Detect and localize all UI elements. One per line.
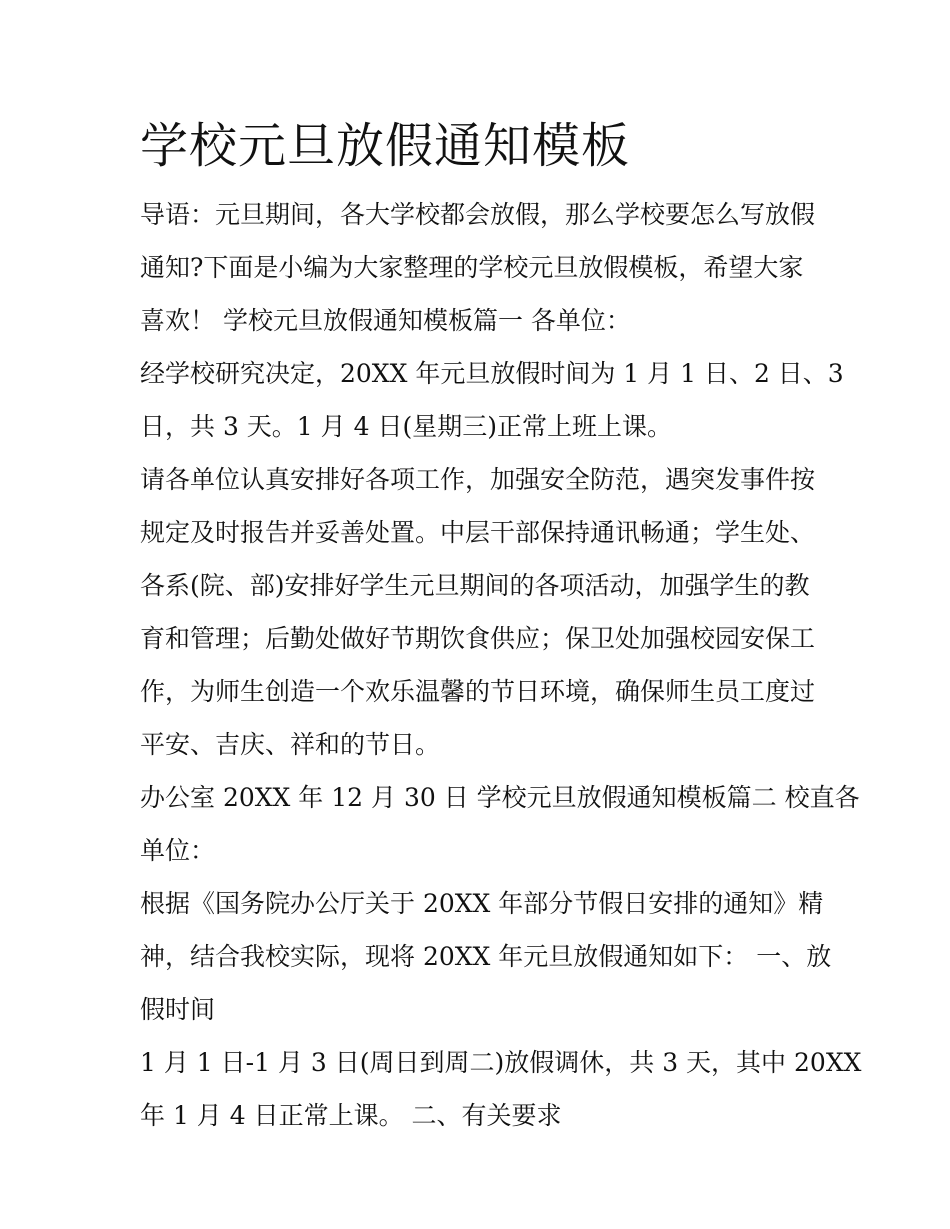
paragraph-basis <box>140 877 832 1036</box>
text-line: 1 月 1 日-1 月 3 日(周日到周二)放假调休，共 3 天，其中 20XX <box>140 1048 862 1077</box>
text-line: 作，为师生创造一个欢乐温馨的节日环境，确保师生员工度过 <box>140 677 816 706</box>
text-line: 日，共 3 天。1 月 4 日(星期三)正常上班上课。 <box>140 412 672 441</box>
text-line: 假时间 <box>140 995 216 1024</box>
paragraph-decision <box>140 347 844 453</box>
text-line: 请各单位认真安排好各项工作，加强安全防范，遇突发事件按 <box>140 465 816 494</box>
text-line: 各系(院、部)安排好学生元旦期间的各项活动，加强学生的教 <box>140 571 810 600</box>
text-line: 经学校研究决定，20XX 年元旦放假时间为 1 月 1 日、2 日、3 <box>140 359 844 388</box>
text-line: 喜欢！ 学校元旦放假通知模板篇一 各单位： <box>140 306 631 335</box>
text-line: 规定及时报告并妥善处置。中层干部保持通讯畅通；学生处、 <box>140 518 816 547</box>
text-line: 年 1 月 4 日正常上课。 二、有关要求 <box>140 1101 562 1130</box>
paragraph-requirements <box>140 453 820 771</box>
text-line: 办公室 20XX 年 12 月 30 日 学校元旦放假通知模板篇二 校直各 <box>140 783 860 812</box>
paragraph-signature <box>140 771 860 877</box>
text-line: 根据《国务院办公厅关于 20XX 年部分节假日安排的通知》精 <box>140 889 824 918</box>
document-title: 学校元旦放假通知模板 <box>140 118 631 174</box>
document-page <box>140 112 862 1142</box>
text-line: 导语：元旦期间，各大学校都会放假，那么学校要怎么写放假 <box>140 200 816 229</box>
text-line: 单位： <box>140 836 216 865</box>
paragraph-intro <box>140 188 820 347</box>
text-line: 神，结合我校实际，现将 20XX 年元旦放假通知如下： 一、放 <box>140 942 832 971</box>
text-line: 育和管理；后勤处做好节期饮食供应；保卫处加强校园安保工 <box>140 624 816 653</box>
text-line: 通知?下面是小编为大家整理的学校元旦放假模板，希望大家 <box>140 253 804 282</box>
paragraph-schedule <box>140 1036 862 1142</box>
text-line: 平安、吉庆、祥和的节日。 <box>140 730 441 759</box>
